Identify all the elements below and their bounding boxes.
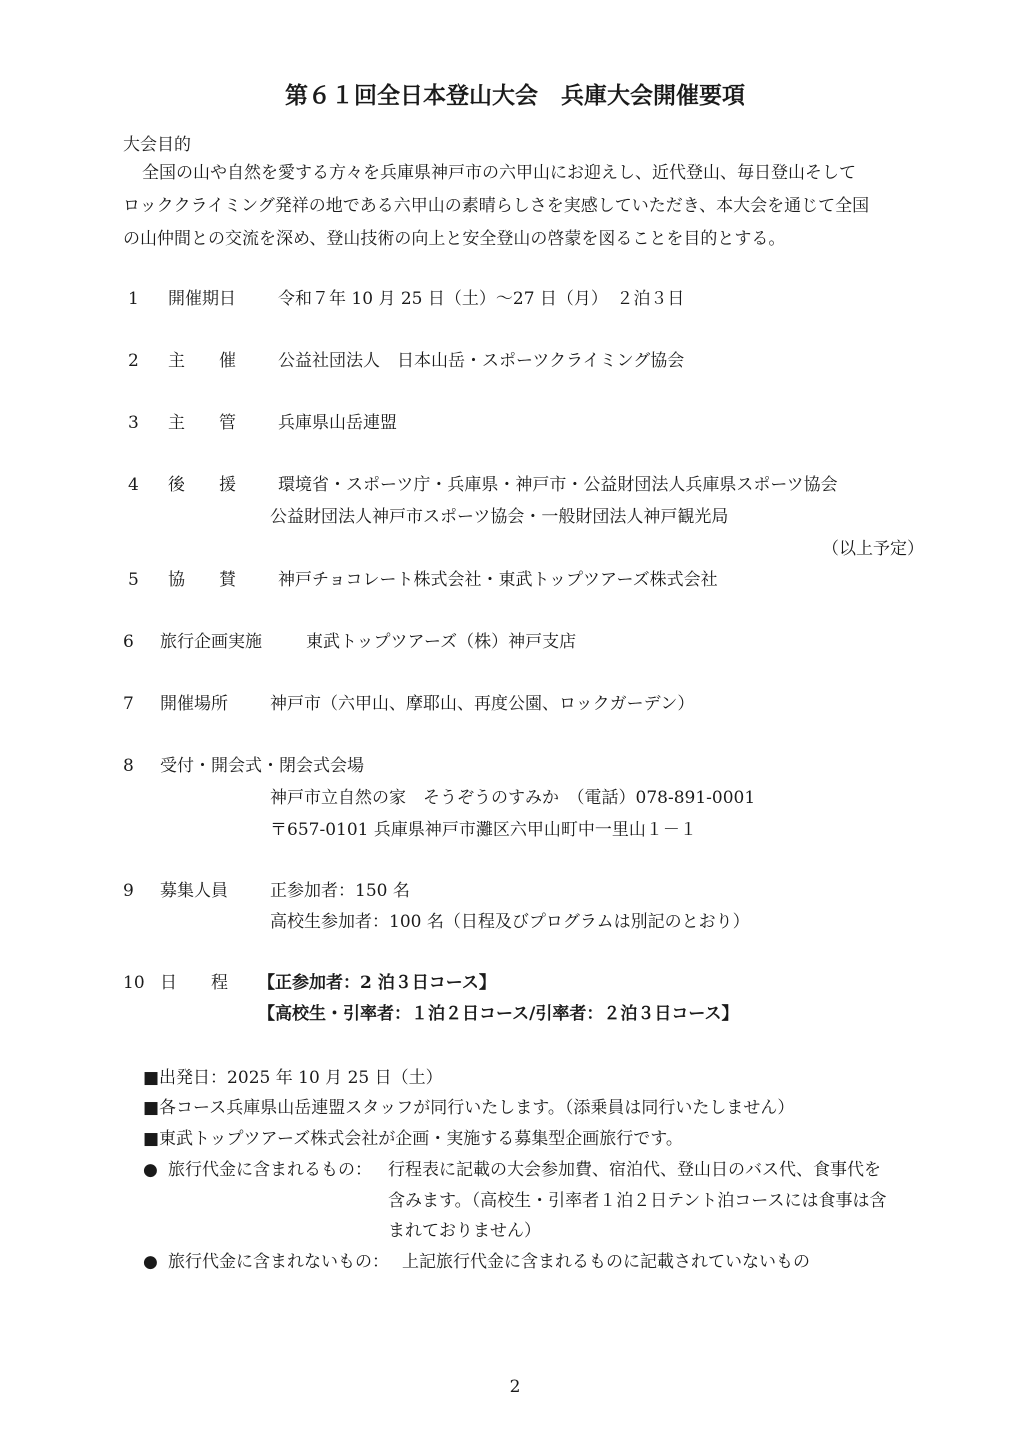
purpose-line: の山仲間との交流を深め、登山技術の向上と安全登山の啓蒙を図ることを目的とする。 (123, 229, 786, 249)
item-label-ceremony-venue: 受付・開会式・閉会式会場 (160, 756, 364, 776)
bullet-text-included: 含みます。（高校生・引率者１泊２日テント泊コースには食事は含 (388, 1191, 887, 1211)
bullet-label-included: 旅行代金に含まれるもの： (168, 1160, 372, 1180)
tentative-note: （以上予定） (822, 539, 924, 559)
item-label-date: 開催期日 (168, 289, 236, 309)
item-label-schedule: 日 程 (160, 973, 228, 993)
item-value-organizer: 公益社団法人 日本山岳・スポーツクライミング協会 (278, 351, 685, 371)
item-number: 5 (128, 570, 139, 590)
item-value-travel-planner: 東武トップツアーズ（株）神戸支店 (306, 632, 577, 652)
item-number: 7 (123, 694, 134, 714)
bullet-text-included: 行程表に記載の大会参加費、宿泊代、登山日のバス代、食事代を (388, 1160, 881, 1180)
item-number: 6 (123, 632, 134, 652)
item-number: 9 (123, 881, 134, 901)
item-value-venue: 神戸市（六甲山、摩耶山、再度公園、ロックガーデン） (270, 694, 695, 714)
page-number: 2 (509, 1377, 521, 1397)
item-label-capacity: 募集人員 (160, 881, 228, 901)
item-number: 4 (128, 475, 139, 495)
bullet-text-excluded: 上記旅行代金に含まれるものに記載されていないもの (402, 1252, 810, 1272)
item-value-sponsor: 神戸チョコレート株式会社・東武トップツアーズ株式会社 (278, 570, 718, 590)
bullet-marker: ● (143, 1160, 158, 1180)
item-value-date: 令和７年 10 月 25 日（土）〜27 日（月） ２泊３日 (278, 289, 685, 309)
item-value-support-2: 公益財団法人神戸市スポーツ協会・一般財団法人神戸観光局 (270, 507, 729, 527)
item-label-host: 主 管 (168, 413, 236, 433)
item-value-address: 〒657-0101 兵庫県神戸市灘区六甲山町中一里山１－１ (270, 820, 697, 840)
purpose-heading: 大会目的 (123, 135, 191, 155)
item-label-sponsor: 協 賛 (168, 570, 236, 590)
item-label-organizer: 主 催 (168, 351, 236, 371)
item-number: 10 (123, 973, 145, 993)
item-number: 8 (123, 756, 134, 776)
note-departure: ■出発日：2025 年 10 月 25 日（土） (143, 1068, 443, 1088)
item-number: 1 (128, 289, 139, 309)
item-label-venue: 開催場所 (160, 694, 228, 714)
note-tour-type: ■東武トップツアーズ株式会社が企画・実施する募集型企画旅行です。 (143, 1129, 683, 1149)
bullet-text-included: まれておりません） (388, 1221, 541, 1241)
bullet-marker: ● (143, 1252, 158, 1272)
item-value-host: 兵庫県山岳連盟 (278, 413, 397, 433)
purpose-line: 全国の山や自然を愛する方々を兵庫県神戸市の六甲山にお迎えし、近代登山、毎日登山そして (142, 163, 856, 183)
item-number: 3 (128, 413, 139, 433)
item-value-capacity: 正参加者：150 名 (270, 881, 410, 901)
item-value-capacity-2: 高校生参加者：100 名（日程及びプログラムは別記のとおり） (270, 912, 750, 932)
purpose-line: ロッククライミング発祥の地である六甲山の素晴らしさを実感していただき、本大会を通じて全国 (123, 196, 870, 216)
page-title: 第６１回全日本登山大会 兵庫大会開催要項 (285, 83, 745, 109)
item-value-support: 環境省・スポーツ庁・兵庫県・神戸市・公益財団法人兵庫県スポーツ協会 (278, 475, 838, 495)
item-number: 2 (128, 351, 139, 371)
note-staff: ■各コース兵庫県山岳連盟スタッフが同行いたします。（添乗員は同行いたしません） (143, 1098, 795, 1118)
item-label-support: 後 援 (168, 475, 236, 495)
item-value-schedule: 【正参加者：2 泊３日コース】 (258, 973, 496, 993)
bullet-label-excluded: 旅行代金に含まれないもの： (168, 1252, 389, 1272)
item-value-schedule-2: 【高校生・引率者：１泊２日コース/引率者：２泊３日コース】 (258, 1004, 739, 1024)
item-label-travel-planner: 旅行企画実施 (160, 632, 262, 652)
item-value-ceremony-venue: 神戸市立自然の家 そうぞうのすみか （電話）078-891-0001 (270, 788, 756, 808)
